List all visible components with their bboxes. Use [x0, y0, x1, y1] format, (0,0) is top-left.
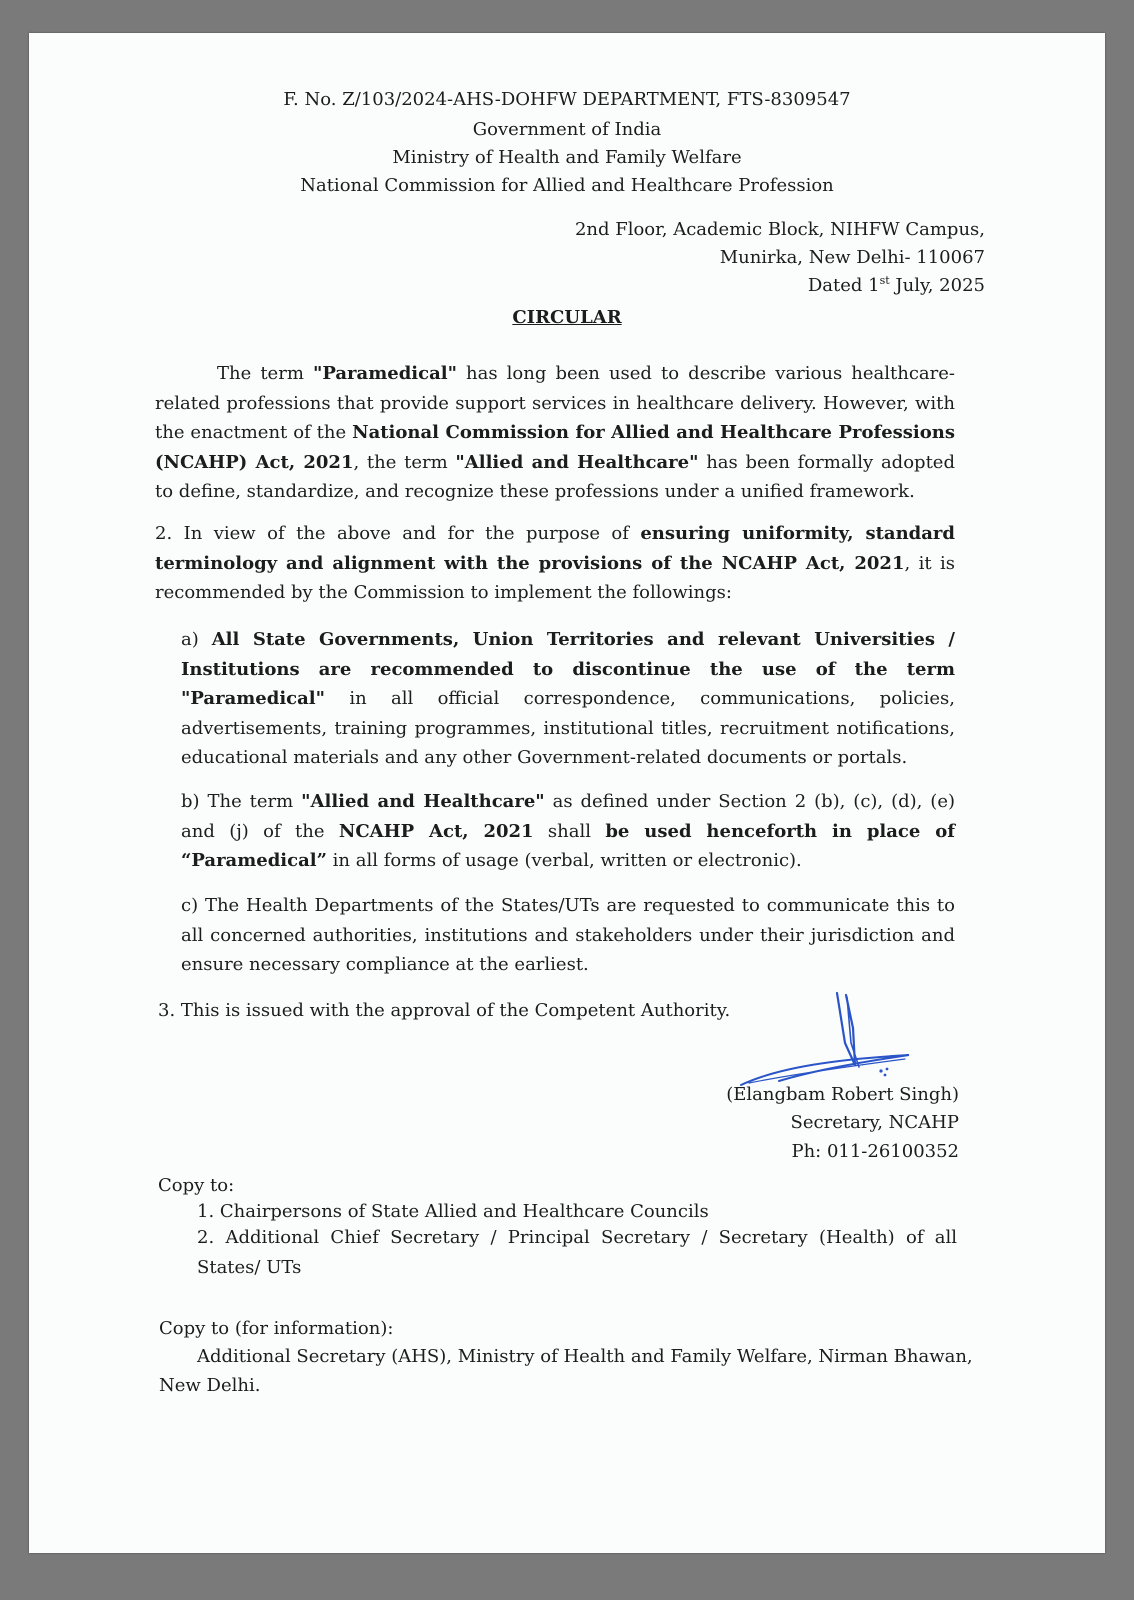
copy-info-line-2: New Delhi.: [159, 1375, 261, 1396]
item-b-text-1: b) The term: [181, 791, 302, 812]
commission-line: National Commission for Allied and Healthcare Profession: [300, 175, 834, 196]
item-a-bold-1: All State Governments, Union Territories and relevant Universities / Institutions are recommended to discontinue the use of the term "Paramedical": [181, 629, 956, 709]
item-b-text-2: as defined under Section 2 (b), (c), (d), (e) and (j) of the: [181, 791, 956, 842]
date-line: [808, 274, 985, 298]
para1-bold-2: National Commission for Allied and Healthcare Professions (NCAHP) Act, 2021: [155, 422, 956, 473]
circular-title-text: CIRCULAR: [512, 307, 622, 328]
copy-to-item-1: 1. Chairpersons of State Allied and Healthcare Councils: [197, 1201, 709, 1222]
ministry-line: Ministry of Health and Family Welfare: [392, 147, 742, 168]
date-prefix: Dated 1: [807, 275, 880, 296]
item-a: [181, 625, 955, 773]
item-b-text-3: shall: [533, 820, 606, 842]
address-line-1: 2nd Floor, Academic Block, NIHFW Campus,: [574, 219, 985, 240]
signatory-name: (Elangbam Robert Singh): [726, 1084, 959, 1105]
item-c: c) The Health Departments of the States/UTs are requested to communicate this to all concerned authorities, institutions and stakeholders under their jurisdiction and ensure necessary compliance at the earliest.: [181, 895, 955, 975]
para1-text-3: , the term: [353, 451, 456, 473]
paragraph-1: [155, 359, 955, 507]
para1-bold-1: "Paramedical": [312, 363, 457, 384]
item-b-bold-1: "Allied and Healthcare": [301, 791, 545, 812]
copy-to-item-2: 2. Additional Chief Secretary / Principal Secretary / Secretary (Health) of all States/ UTs: [197, 1227, 957, 1278]
item-a-text-1: a): [181, 629, 212, 650]
para1-bold-3: "Allied and Healthcare": [455, 451, 699, 473]
address-line-2: Munirka, New Delhi- 110067: [719, 247, 985, 268]
item-b-bold-2: NCAHP Act, 2021: [338, 820, 534, 842]
signatory-designation: Secretary, NCAHP: [790, 1112, 959, 1133]
date-suffix-sup: st: [879, 274, 890, 287]
date-rest: July, 2025: [895, 275, 985, 296]
copy-info-heading: Copy to (for information):: [159, 1318, 394, 1339]
para1-text-1: The term: [217, 363, 313, 384]
file-number: F. No. Z/103/2024-AHS-DOHFW DEPARTMENT, FTS-8309547: [283, 89, 851, 110]
copy-to-heading: Copy to:: [158, 1175, 235, 1196]
item-b: [181, 787, 955, 876]
government-line: Government of India: [472, 119, 662, 140]
paragraph-3: 3. This is issued with the approval of the Competent Authority.: [158, 1000, 731, 1021]
document-page: [29, 33, 1105, 1553]
para2-bold-1: ensuring uniformity, standard terminology and alignment with the provisions of the NCAHP Act, 2021: [155, 523, 956, 574]
item-a-text-2: in all official correspondence, communications, policies, advertisements, training programmes, institutional titles, recruitment notifications, educational materials and any other Government-related documents or portals.: [181, 688, 955, 768]
item-b-text-4: in all forms of usage (verbal, written or electronic).: [326, 850, 802, 871]
paragraph-2: [155, 519, 955, 608]
circular-title: [29, 306, 1105, 330]
para1-text-4: has been formally adopted to define, standardize, and recognize these professions under a unified framework.: [155, 451, 955, 502]
signature-mark: [719, 983, 939, 1093]
para1-text-2: has long been used to describe various healthcare-related professions that provide support services in healthcare delivery. However, with the enactment of the: [155, 363, 955, 443]
item-b-bold-3: be used henceforth in place of “Paramedical”: [181, 820, 955, 871]
signatory-phone: Ph: 011-26100352: [791, 1141, 959, 1162]
para2-text-2: , it is recommended by the Commission to implement the followings:: [155, 552, 955, 603]
copy-info-line-1: Additional Secretary (AHS), Ministry of Health and Family Welfare, Nirman Bhawan,: [197, 1346, 973, 1367]
para2-text-1: 2. In view of the above and for the purpose of: [155, 523, 641, 544]
